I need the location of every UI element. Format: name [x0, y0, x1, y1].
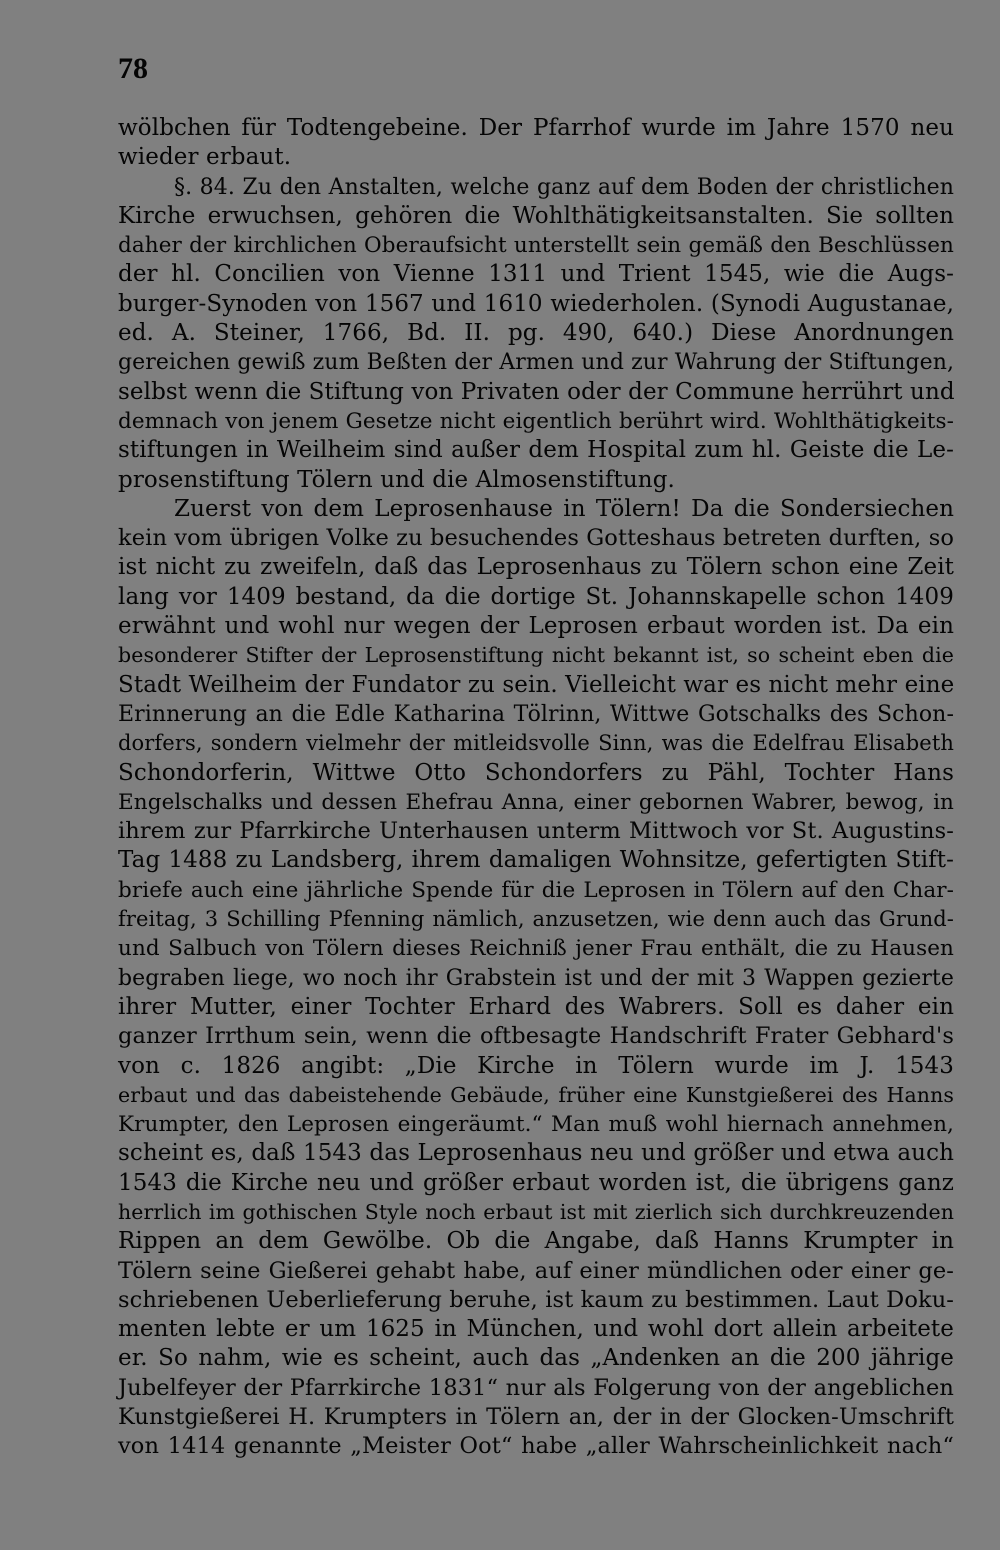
text-line: Krumpter, den Leprosen eingeräumt.“ Man muß wohl hiernach annehmen, — [118, 1112, 954, 1138]
text-line: daher der kirchlichen Oberaufsicht unterstellt sein gemäß den Beschlüssen — [118, 233, 954, 259]
text-line: von 1414 genannte „Meister Oot“ habe „aller Wahrscheinlichkeit nach“ — [118, 1433, 954, 1460]
text-line: wieder erbaut. — [118, 144, 292, 171]
text-line: und Salbuch von Tölern dieses Reichniß jener Frau enthält, die zu Hausen — [118, 936, 954, 962]
text-line: Engelschalks und dessen Ehefrau Anna, einer gebornen Wabrer, bewog, in — [118, 789, 954, 815]
text-line: demnach von jenem Gesetze nicht eigentlich berührt wird. Wohlthätigkeits- — [118, 408, 954, 434]
text-line: dorfers, sondern vielmehr der mitleidsvolle Sinn, was die Edelfrau Elisabeth — [118, 731, 954, 756]
text-line: ihrer Mutter, einer Tochter Erhard des Wabrers. Soll es daher ein — [118, 993, 954, 1020]
text-line: von c. 1826 angibt: „Die Kirche in Tölern wurde im J. 1543 — [118, 1052, 954, 1079]
text-line: scheint es, daß 1543 das Leprosenhaus neu und größer und etwa auch — [118, 1140, 954, 1167]
text-line: Schondorferin, Wittwe Otto Schondorfers zu Pähl, Tochter Hans — [118, 759, 954, 786]
text-line: ihrem zur Pfarrkirche Unterhausen unterm Mittwoch vor St. Augustins- — [118, 818, 954, 845]
text-line: Erinnerung an die Edle Katharina Tölrinn, Wittwe Gotschalks des Schon- — [118, 701, 954, 727]
body-text — [118, 114, 954, 1462]
text-line: lang vor 1409 bestand, da die dortige St. Johannskapelle schon 1409 — [118, 583, 954, 610]
page-number: 78 — [118, 52, 148, 85]
text-line: ganzer Irrthum sein, wenn die oftbesagte Handschrift Frater Gebhard's — [118, 1023, 954, 1050]
text-line: burger-Synoden von 1567 und 1610 wiederholen. (Synodi Augustanae, — [118, 290, 954, 317]
text-line: gereichen gewiß zum Beßten der Armen und zur Wahrung der Stiftungen, — [118, 350, 955, 376]
text-line: er. So nahm, wie es scheint, auch das „Andenken an die 200 jährige — [118, 1345, 954, 1372]
text-line: wölbchen für Todtengebeine. Der Pfarrhof wurde im Jahre 1570 neu — [118, 115, 954, 141]
text-line: besonderer Stifter der Leprosenstiftung nicht bekannt ist, so scheint eben die — [118, 643, 954, 668]
text-line: Kunstgießerei H. Krumpters in Tölern an, der in der Glocken-Umschrift — [118, 1404, 954, 1431]
text-line: Kirche erwuchsen, gehören die Wohlthätigkeitsanstalten. Sie sollten — [118, 202, 954, 229]
text-line: freitag, 3 Schilling Pfenning nämlich, anzusetzen, wie denn auch das Grund- — [118, 907, 954, 932]
text-line: §. 84. Zu den Anstalten, welche ganz auf dem Boden der christlichen — [174, 174, 954, 200]
text-line: prosenstiftung Tölern und die Almosenstiftung. — [118, 466, 675, 493]
text-line: selbst wenn die Stiftung von Privaten oder der Commune herrührt und — [118, 378, 955, 405]
text-line: 1543 die Kirche neu und größer erbaut worden ist, die übrigens ganz — [118, 1169, 954, 1196]
text-line: Tag 1488 zu Landsberg, ihrem damaligen Wohnsitze, gefertigten Stift- — [118, 847, 954, 874]
text-line: menten lebte er um 1625 in München, und wohl dort allein arbeitete — [118, 1316, 954, 1343]
text-line: ist nicht zu zweifeln, daß das Leprosenhaus zu Tölern schon eine Zeit — [118, 554, 954, 581]
text-line: herrlich im gothischen Style noch erbaut ist mit zierlich sich durchkreuzenden — [118, 1199, 954, 1224]
text-line: stiftungen in Weilheim sind außer dem Hospital zum hl. Geiste die Le- — [118, 437, 954, 464]
text-line: briefe auch eine jährliche Spende für die Leprosen in Tölern auf den Char- — [118, 877, 954, 903]
text-line: Jubelfeyer der Pfarrkirche 1831“ nur als Folgerung von der angeblichen — [118, 1374, 954, 1401]
text-line: schriebenen Ueberlieferung beruhe, ist kaum zu bestimmen. Laut Doku- — [118, 1286, 954, 1313]
text-line: erbaut und das dabeistehende Gebäude, früher eine Kunstgießerei des Hanns — [118, 1082, 954, 1107]
text-line: kein vom übrigen Volke zu besuchendes Gotteshaus betreten durften, so — [118, 525, 954, 552]
text-line: Stadt Weilheim der Fundator zu sein. Vielleicht war es nicht mehr eine — [118, 671, 955, 698]
text-line: Zuerst von dem Leprosenhause in Tölern! Da die Sondersiechen — [174, 495, 954, 522]
text-line: Rippen an dem Gewölbe. Ob die Angabe, daß Hanns Krumpter in — [118, 1228, 954, 1255]
text-line: erwähnt und wohl nur wegen der Leprosen erbaut worden ist. Da ein — [118, 613, 954, 640]
text-line: der hl. Concilien von Vienne 1311 und Trient 1545, wie die Augs- — [118, 261, 954, 288]
text-line: begraben liege, wo noch ihr Grabstein ist und der mit 3 Wappen gezierte — [118, 965, 954, 991]
text-line: Tölern seine Gießerei gehabt habe, auf einer mündlichen oder einer ge- — [118, 1257, 954, 1284]
text-line: ed. A. Steiner, 1766, Bd. II. pg. 490, 640.) Diese Anordnungen — [118, 320, 954, 347]
